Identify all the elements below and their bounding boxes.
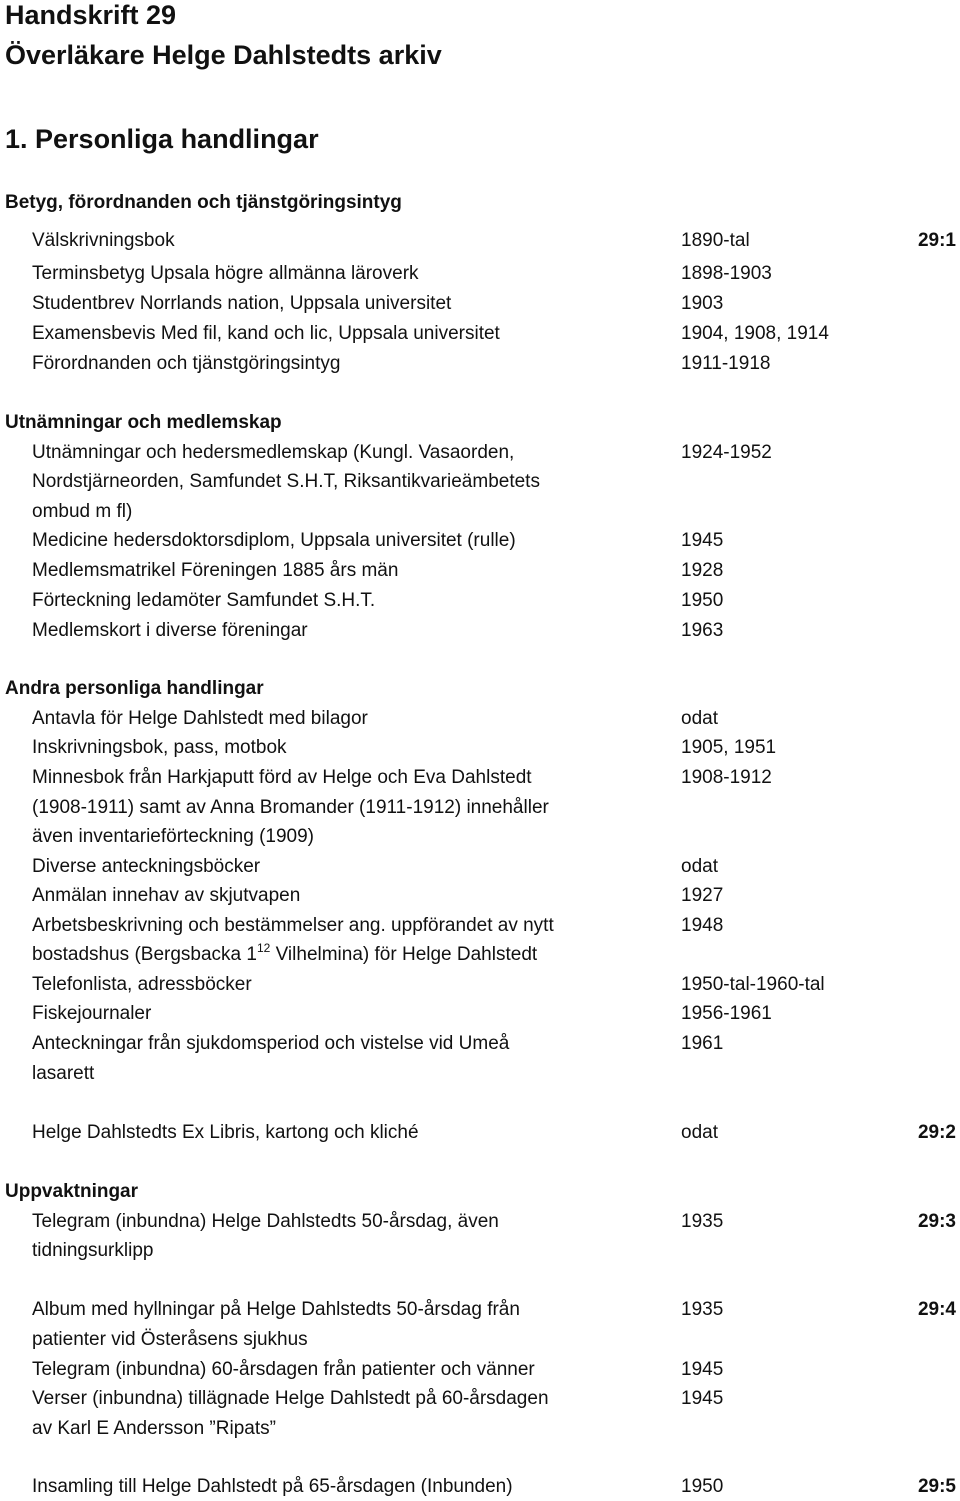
entry-text: Förordnanden och tjänstgöringsintyg bbox=[32, 353, 341, 374]
entry-text: Helge Dahlstedts Ex Libris, kartong och kliché bbox=[32, 1122, 419, 1143]
entry-date: 1935 bbox=[681, 1211, 724, 1232]
entry-text: Studentbrev Norrlands nation, Uppsala universitet bbox=[32, 293, 452, 314]
entry-text: (1908-1911) samt av Anna Bromander (1911-1912) innehåller bbox=[32, 797, 549, 818]
entry-date: 1903 bbox=[681, 293, 724, 314]
entry-date: 1950-tal-1960-tal bbox=[681, 974, 825, 995]
entry-date: 1945 bbox=[681, 530, 724, 551]
entry-signum: 29:4 bbox=[917, 1299, 956, 1320]
entry-text: Anteckningar från sjukdomsperiod och vistelse vid Umeå bbox=[32, 1033, 510, 1054]
entry-text: Antavla för Helge Dahlstedt med bilagor bbox=[32, 708, 368, 729]
entry-date: 1945 bbox=[681, 1359, 724, 1380]
entry-text: Medlemskort i diverse föreningar bbox=[32, 620, 308, 641]
entry-text: Telegram (inbundna) Helge Dahlstedts 50-årsdag, även bbox=[32, 1211, 499, 1232]
entry-text: Insamling till Helge Dahlstedt på 65-årsdagen (Inbunden) bbox=[32, 1476, 513, 1497]
entry-text: Fiskejournaler bbox=[32, 1003, 152, 1024]
entry-date: 1911-1918 bbox=[681, 353, 771, 374]
entry-text: av Karl E Andersson ”Ripats” bbox=[32, 1418, 276, 1439]
entry-date: 1950 bbox=[681, 590, 724, 611]
entry-text: Arbetsbeskrivning och bestämmelser ang. uppförandet av nytt bbox=[32, 915, 554, 936]
entry-text: Examensbevis Med fil, kand och lic, Uppsala universitet bbox=[32, 323, 500, 344]
entry-date: 1905, 1951 bbox=[681, 737, 777, 758]
entry-text-with-superscript bbox=[32, 943, 537, 967]
archive-title-line1: Handskrift 29 bbox=[5, 0, 177, 30]
entry-signum: 29:2 bbox=[917, 1122, 956, 1143]
entry-text: Terminsbetyg Upsala högre allmänna läroverk bbox=[32, 263, 419, 284]
entry-date: 1927 bbox=[681, 885, 724, 906]
superscript-number: 12 bbox=[256, 941, 271, 955]
group-title-andra: Andra personliga handlingar bbox=[5, 678, 264, 699]
entry-date: 1961 bbox=[681, 1033, 724, 1054]
entry-signum: 29:3 bbox=[917, 1211, 956, 1232]
entry-date: 1956-1961 bbox=[681, 1003, 772, 1024]
entry-date: odat bbox=[681, 708, 718, 729]
entry-date: odat bbox=[681, 1122, 718, 1143]
entry-text: Utnämningar och hedersmedlemskap (Kungl. Vasaorden, bbox=[32, 442, 515, 463]
entry-text: Album med hyllningar på Helge Dahlstedts 50-årsdag från bbox=[32, 1299, 520, 1320]
entry-signum: 29:5 bbox=[917, 1476, 956, 1497]
entry-date: 1963 bbox=[681, 620, 724, 641]
entry-date: 1950 bbox=[681, 1476, 724, 1497]
entry-text: även inventarieförteckning (1909) bbox=[32, 826, 315, 847]
entry-text: Diverse anteckningsböcker bbox=[32, 856, 261, 877]
entry-text: Välskrivningsbok bbox=[32, 230, 175, 251]
entry-date: 1928 bbox=[681, 560, 724, 581]
entry-text: Nordstjärneorden, Samfundet S.H.T, Riksantikvarieämbetets bbox=[32, 471, 540, 492]
entry-date: 1924-1952 bbox=[681, 442, 772, 463]
entry-text: Telegram (inbundna) 60-årsdagen från patienter och vänner bbox=[32, 1359, 535, 1380]
entry-text: Förteckning ledamöter Samfundet S.H.T. bbox=[32, 590, 376, 611]
entry-text: Anmälan innehav av skjutvapen bbox=[32, 885, 301, 906]
entry-text: Medlemsmatrikel Föreningen 1885 års män bbox=[32, 560, 399, 581]
entry-signum: 29:1 bbox=[917, 230, 956, 251]
entry-date: 1904, 1908, 1914 bbox=[681, 323, 829, 344]
entry-text: Inskrivningsbok, pass, motbok bbox=[32, 737, 287, 758]
entry-date: 1890-tal bbox=[681, 230, 750, 251]
entry-text: lasarett bbox=[32, 1063, 95, 1084]
entry-text: Telefonlista, adressböcker bbox=[32, 974, 252, 995]
entry-text: ombud m fl) bbox=[32, 501, 133, 522]
entry-text: Minnesbok från Harkjaputt förd av Helge och Eva Dahlstedt bbox=[32, 767, 532, 788]
entry-date: 1908-1912 bbox=[681, 767, 772, 788]
entry-date: 1945 bbox=[681, 1388, 724, 1409]
entry-text: Verser (inbundna) tillägnade Helge Dahlstedt på 60-årsdagen bbox=[32, 1388, 549, 1409]
entry-text-part: bostadshus (Bergsbacka 1 bbox=[32, 944, 257, 965]
group-title-utnamningar: Utnämningar och medlemskap bbox=[5, 412, 282, 433]
group-title-uppvaktningar: Uppvaktningar bbox=[5, 1181, 139, 1202]
entry-date: 1898-1903 bbox=[681, 263, 772, 284]
section-heading: 1. Personliga handlingar bbox=[5, 124, 319, 154]
entry-date: odat bbox=[681, 856, 718, 877]
group-title-betyg: Betyg, förordnanden och tjänstgöringsintyg bbox=[5, 192, 402, 213]
entry-date: 1935 bbox=[681, 1299, 724, 1320]
entry-text-part: Vilhelmina) för Helge Dahlstedt bbox=[270, 944, 538, 965]
entry-text: Medicine hedersdoktorsdiplom, Uppsala universitet (rulle) bbox=[32, 530, 516, 551]
entry-text: patienter vid Österåsens sjukhus bbox=[32, 1329, 308, 1350]
entry-date: 1948 bbox=[681, 915, 724, 936]
archive-title-line2: Överläkare Helge Dahlstedts arkiv bbox=[5, 40, 442, 70]
entry-text: tidningsurklipp bbox=[32, 1240, 154, 1261]
